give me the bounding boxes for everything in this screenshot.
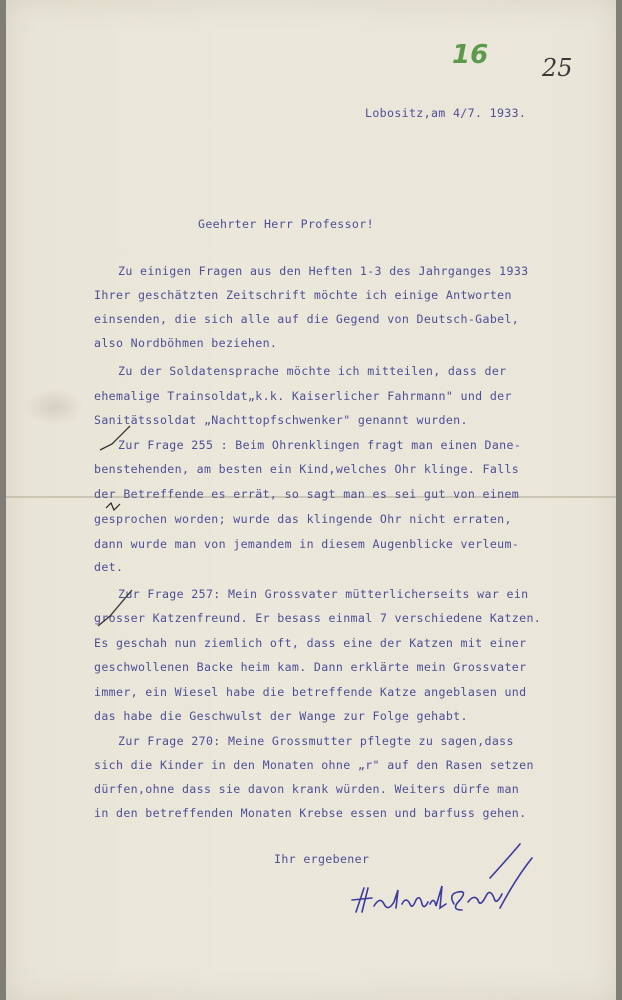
pencil-correction-mark [104,500,124,516]
letter-line: einsenden, die sich alle auf die Gegend von Deutsch-Gabel, [94,312,520,326]
letter-line: Es geschah nun ziemlich oft, dass eine der Katzen mit einer [94,636,527,650]
letter-line: also Nordböhmen beziehen. [94,336,278,350]
closing: Ihr ergebener [274,852,370,866]
handwritten-signature [350,838,540,928]
letter-line: Zu der Soldatensprache möchte ich mitteilen, dass der [118,364,507,378]
letter-line: der Betreffende es errät, so sagt man es sei gut von einem [94,487,520,501]
letter-line: Zu einigen Fragen aus den Heften 1-3 des Jahrganges 1933 [118,264,529,278]
letter-line: Sanitätssoldat „Nachttopfschwenker" genannt wurden. [94,413,468,427]
letter-line: in den betreffenden Monaten Krebse essen und barfuss gehen. [94,806,527,820]
place-date: Lobositz,am 4/7. 1933. [365,106,527,120]
archive-number-green: 16 [452,40,489,70]
letter-line: dürfen,ohne dass sie davon krank würden. Weiters dürfe man [94,782,520,796]
letter-line: Zur Frage 255 : Beim Ohrenklingen fragt man einen Dane- [118,438,522,452]
letter-line: dann wurde man von jemandem in diesem Augenblicke verleum- [94,537,520,551]
paper-stain [24,388,84,426]
pencil-tick-mark [96,422,136,462]
letter-line: immer, ein Wiesel habe die betreffende Katze angeblasen und [94,685,527,699]
letter-line: geschwollenen Backe heim kam. Dann erklärte mein Grossvater [94,660,527,674]
letter-line: sich die Kinder in den Monaten ohne „r" auf den Rasen setzen [94,758,534,772]
letter-line: ehemalige Trainsoldat„k.k. Kaiserlicher Fahrmann" und der [94,389,512,403]
letter-line: Zur Frage 257: Mein Grossvater mütterlicherseits war ein [118,587,529,601]
letter-line: grosser Katzenfreund. Er besass einmal 7 verschiedene Katzen. [94,611,542,625]
archive-number-pencil: 25 [542,54,573,82]
pencil-tick-mark [96,586,136,636]
letter-line: Zur Frage 270: Meine Grossmutter pflegte zu sagen,dass [118,734,514,748]
letter-line: benstehenden, am besten ein Kind,welches Ohr klinge. Falls [94,462,520,476]
salutation: Geehrter Herr Professor! [198,217,374,231]
letter-line: das habe die Geschwulst der Wange zur Folge gehabt. [94,709,468,723]
letter-line: det. [94,560,124,574]
letter-line: Ihrer geschätzten Zeitschrift möchte ich einige Antworten [94,288,512,302]
letter-line: gesprochen worden; wurde das klingende Ohr nicht erraten, [94,512,512,526]
